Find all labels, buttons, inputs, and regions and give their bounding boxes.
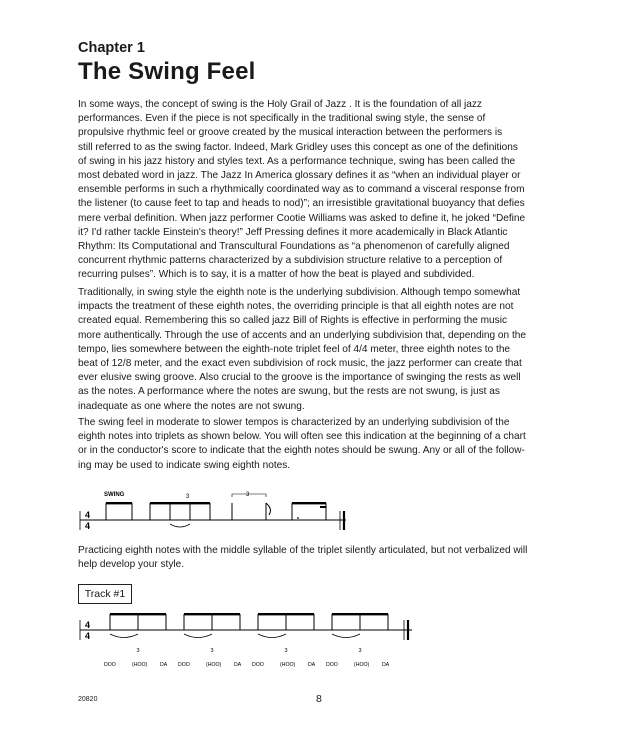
text-line: beat of 12/8 meter, and the exact even subdivision of rock music, the jazz performer can create that <box>78 358 522 370</box>
text-line: created equal. Remembering this so called jazz Bill of Rights is effective in performing the music <box>78 315 507 327</box>
syllable: (HOO) <box>206 662 222 668</box>
note-flag <box>266 503 270 515</box>
text-line: ing may be used to indicate swing eighth notes. <box>78 459 291 471</box>
text-line: the listener (to cause feet to tap and heads to nod)”; an irresistible gravitational buoyancy that defies <box>78 198 525 210</box>
text-line: eighth notes into triplets as shown below. You will often see this indication at the beginning of a chart <box>78 431 526 443</box>
paragraph-triplet-feel <box>78 416 564 473</box>
triplet-groups <box>110 613 388 654</box>
syllable: DOO <box>252 662 264 668</box>
syllable: DA <box>382 662 390 668</box>
tie <box>258 634 286 638</box>
text-line: of swing in his jazz history and styles text. As a performance technique, swing has been called the <box>78 155 516 167</box>
chapter-number: Chapter 1 <box>78 40 145 56</box>
tie <box>332 634 360 638</box>
staff <box>80 620 412 641</box>
text-line: tempo, lies somewhere between the eighth-note triplet feel of 4/4 meter, three eighth notes to the <box>78 343 511 355</box>
text-line: help develop your style. <box>78 559 185 571</box>
text-line: Traditionally, in swing style the eighth note is the underlying subdivision. Although tempo somewhat <box>78 287 521 298</box>
tie <box>110 634 138 638</box>
text-line: recurring pulses”. Which is to say, it is a matter of how the beat is played and subdivided. <box>78 269 475 281</box>
chapter-title: The Swing Feel <box>78 58 256 85</box>
text-line: concurrent rhythmic patterns characterized by a subdivision structure relative to a perception of <box>78 255 503 267</box>
text-line: more authentically. Through the use of accents and an underlying subdivision that, depending on the <box>78 329 526 341</box>
beam <box>320 506 326 508</box>
text-line: In some ways, the concept of swing is the Holy Grail of Jazz . It is the foundation of all jazz <box>78 99 482 110</box>
syllable: DA <box>234 662 242 668</box>
beam <box>184 613 240 615</box>
time-signature-bottom: 4 <box>85 631 91 641</box>
text-line: still referred to as the swing factor. Indeed, Mark Gridley uses this concept as one of the definitions <box>78 141 518 153</box>
text-line: ever elusive swing groove. Also crucial to the groove is the importance of swinging the rests as well <box>78 372 521 384</box>
track-label: Track #1 <box>78 584 132 604</box>
syllable: DA <box>308 662 316 668</box>
syllable: DOO <box>326 662 338 668</box>
text-line: ensemble performs in such a rhythmically coordinated way as to command a visceral response from <box>78 184 525 196</box>
beam <box>292 502 326 504</box>
catalog-number: 20820 <box>78 696 98 703</box>
paragraph-eighth-notes <box>78 286 564 414</box>
time-signature-top: 4 <box>85 510 91 520</box>
syllable: DA <box>160 662 168 668</box>
dot <box>297 517 299 519</box>
text-line: performances. Even if the piece is not specifically in the traditional swing style, the sense of <box>78 113 486 125</box>
paragraph-practice <box>78 544 564 572</box>
syllables <box>104 662 390 668</box>
syllable: (HOO) <box>280 662 296 668</box>
text-line: as the notes. A performance where the notes are swung, but the rests are not swung, is just as <box>78 386 500 398</box>
syllable: DOO <box>104 662 116 668</box>
triplet-number: 3 <box>246 492 250 498</box>
swing-notation-example <box>80 484 370 542</box>
beam <box>258 613 314 615</box>
text-line: mere verbal definition. When jazz performer Cootie Williams was asked to define it, he joked “Define <box>78 212 526 224</box>
beam <box>110 613 166 615</box>
tie <box>184 634 212 638</box>
beam <box>150 502 210 504</box>
text-line: impacts the treatment of these eighth notes, the overriding principle is that all eighth notes are not <box>78 301 514 313</box>
text-line: inadequate as one where the notes are not swung. <box>78 400 305 412</box>
triplet-number: 3 <box>358 648 362 654</box>
swing-marking: SWING <box>104 492 125 498</box>
time-signature-top: 4 <box>85 620 91 630</box>
paragraph-swing-definition <box>78 98 564 283</box>
text-line: or in the conductor's score to indicate that the eighth notes should be swung. Any or all of the follow- <box>78 445 525 457</box>
triplet-number: 3 <box>284 648 288 654</box>
text-line: Practicing eighth notes with the middle syllable of the triplet silently articulated, but not verbalized will <box>78 545 528 556</box>
triplet-number: 3 <box>210 648 214 654</box>
text-line: propulsive rhythmic feel or groove created by the musical interaction between the performers is <box>78 127 503 139</box>
text-line: The swing feel in moderate to slower tempos is characterized by an underlying subdivision of the <box>78 417 510 428</box>
syllable: (HOO) <box>354 662 370 668</box>
triplet-number: 3 <box>186 494 190 500</box>
text-line: Rhythm: Its Computational and Transcultural Foundations as “a phenomenon of carefully aligned <box>78 241 510 253</box>
text-line: most debated word in jazz. The Jazz In America glossary defines it as “when an individual player or <box>78 170 521 182</box>
syllable: DOO <box>178 662 190 668</box>
tie <box>170 524 190 527</box>
text-line: it? I'd rather tackle Einstein's theory!” Jeff Pressing defines it more academically in Black Atlantic <box>78 226 508 238</box>
page-number: 8 <box>316 693 322 705</box>
time-signature-bottom: 4 <box>85 521 91 531</box>
beam <box>106 502 132 504</box>
triplet-syllable-notation <box>80 610 420 672</box>
beam <box>332 613 388 615</box>
triplet-number: 3 <box>136 648 140 654</box>
syllable: (HOO) <box>132 662 148 668</box>
